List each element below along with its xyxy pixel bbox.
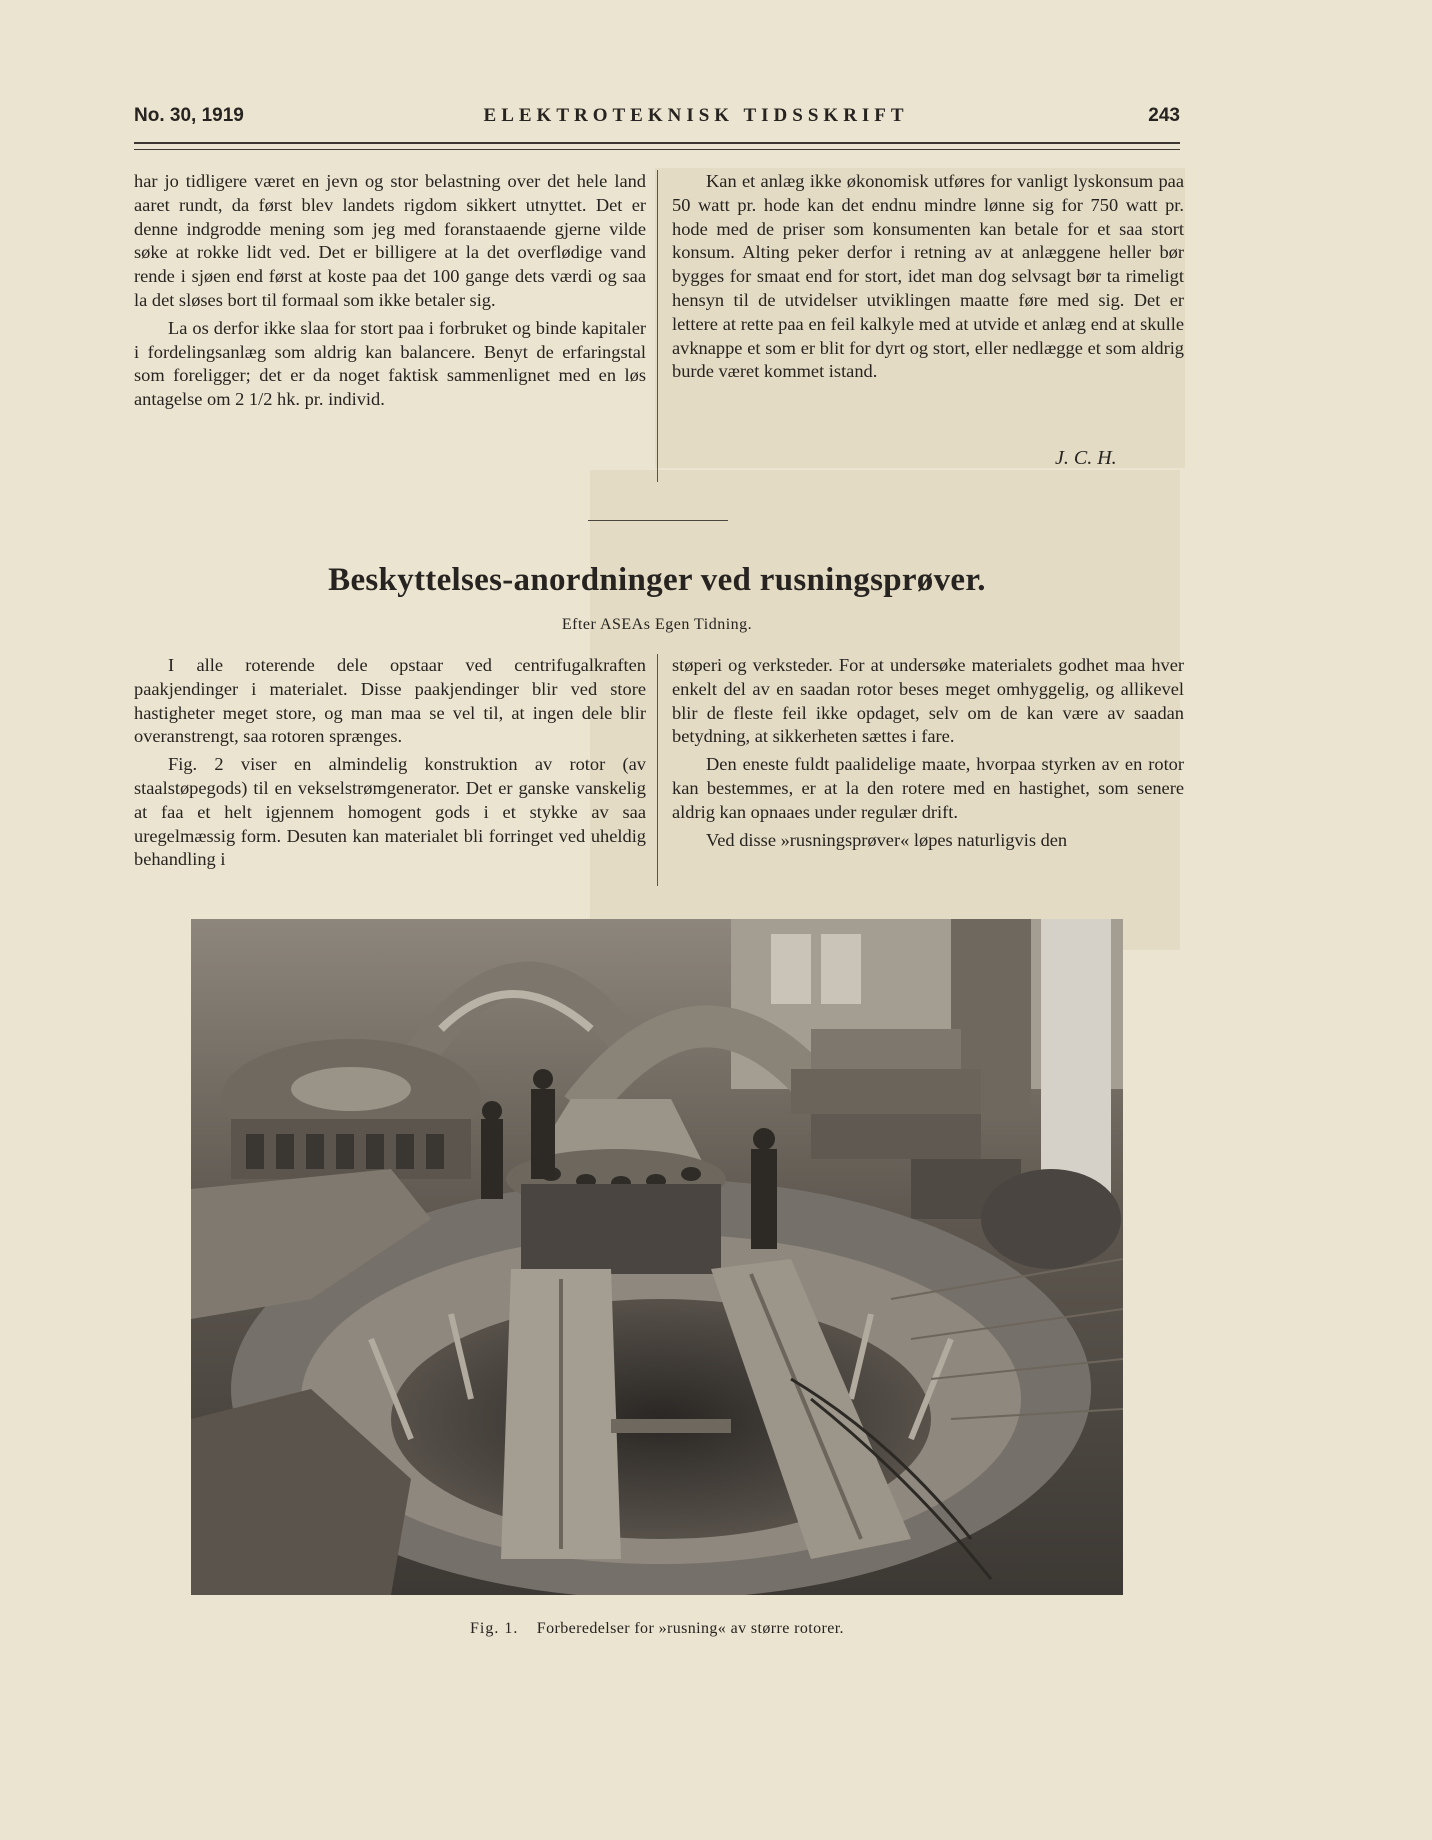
article-right-column (672, 654, 1184, 852)
previous-article-left-column (134, 170, 646, 412)
paragraph: støperi og verksteder. For at undersøke materialets godhet maa hver enkelt del av en saadan rotor beses meget omhyggelig, og allikevel blir de fleste feil ikke opdaget, selv om de kan være av saadan betydning, at sikkerheten sættes i fare. (672, 655, 1184, 747)
paragraph: Fig. 2 viser en almindelig konstruktion av rotor (av staalstøpegods) til en vekselstrømgenerator. Det er ganske vanskelig at faa et helt igjennem homogent gods i et stykke av saa uregelmæssig form. Desuten kan materialet bli forringet ved uheldig behandling i (134, 754, 646, 870)
paragraph: Den eneste fuldt paalidelige maate, hvorpaa styrken av en rotor kan bestemmes, er at la den rotere med en hastighet, som senere aldrig kan opnaaes under regulær drift. (672, 754, 1184, 822)
column-divider (657, 170, 658, 482)
figure-caption (134, 1620, 1180, 1638)
paragraph: Ved disse »rusningsprøver« løpes naturligvis den (706, 829, 1068, 850)
photograph-illustration (191, 919, 1123, 1595)
author-signature: J. C. H. (1055, 447, 1117, 469)
figure-label: Fig. 1. (470, 1620, 519, 1637)
header-double-rule (134, 142, 1180, 150)
article-left-column (134, 654, 646, 872)
journal-title: ELEKTROTEKNISK TIDSSKRIFT (483, 105, 909, 126)
paragraph: I alle roterende dele opstaar ved centrifugalkraften paakjendinger i materialet. Disse paakjendinger blir ved store hastigheter meget store, og man maa se vel til, at ingen dele blir overanstrengt, saa rotoren sprænges. (134, 655, 646, 747)
article-title: Beskyttelses-anordninger ved rusningsprøver. (328, 562, 986, 598)
figure-caption-text: Forberedelser for »rusning« av større rotorer. (536, 1620, 844, 1637)
paragraph: har jo tidligere været en jevn og stor belastning over det hele land aaret rundt, da først blev landets rigdom sikkert utnyttet. Det er denne indgrodde mening som jeg med foranstaaende gjerne vilde søke at rokke lidt ved. Det er billigere at la det overflødige vand rende i sjøen end først at koste paa det 100 gange dets værdi og saa la det sløses bort til formaal som ikke betaler sig. (134, 171, 646, 310)
previous-article-right-column (672, 170, 1184, 384)
workshop-photograph (191, 919, 1123, 1595)
paragraph: La os derfor ikke slaa for stort paa i forbruket og binde kapitaler i fordelingsanlæg som aldrig kan balancere. Benyt de erfaringstal som foreligger; det er da noget faktisk sammenlignet med en løs antagelse om 2 1/2 hk. pr. individ. (134, 317, 646, 410)
article-separator (588, 520, 728, 521)
page-number: 243 (1148, 105, 1180, 126)
paragraph: Kan et anlæg ikke økonomisk utføres for vanligt lyskonsum paa 50 watt pr. hode kan det endnu mindre lønne sig for 750 watt pr. hode med de priser som konsumenten kan betale for et saa stort konsum. Alting peker derfor i retning av at anlæggene heller bør bygges for smaat end for stort, idet man dog selvsagt bør ta rimeligt hensyn til de utvidelser utviklingen maatte føre med sig. Det er lettere at rette paa en feil kalkyle med at utvide et anlæg end at skulle avknappe et som er blit for dyrt og stort, eller nedlægge et som aldrig burde været kommet istand. (672, 171, 1184, 382)
column-divider (657, 654, 658, 886)
running-header (134, 102, 1180, 130)
issue-number: No. 30, 1919 (134, 105, 244, 126)
article-source: Efter ASEAs Egen Tidning. (561, 616, 753, 633)
